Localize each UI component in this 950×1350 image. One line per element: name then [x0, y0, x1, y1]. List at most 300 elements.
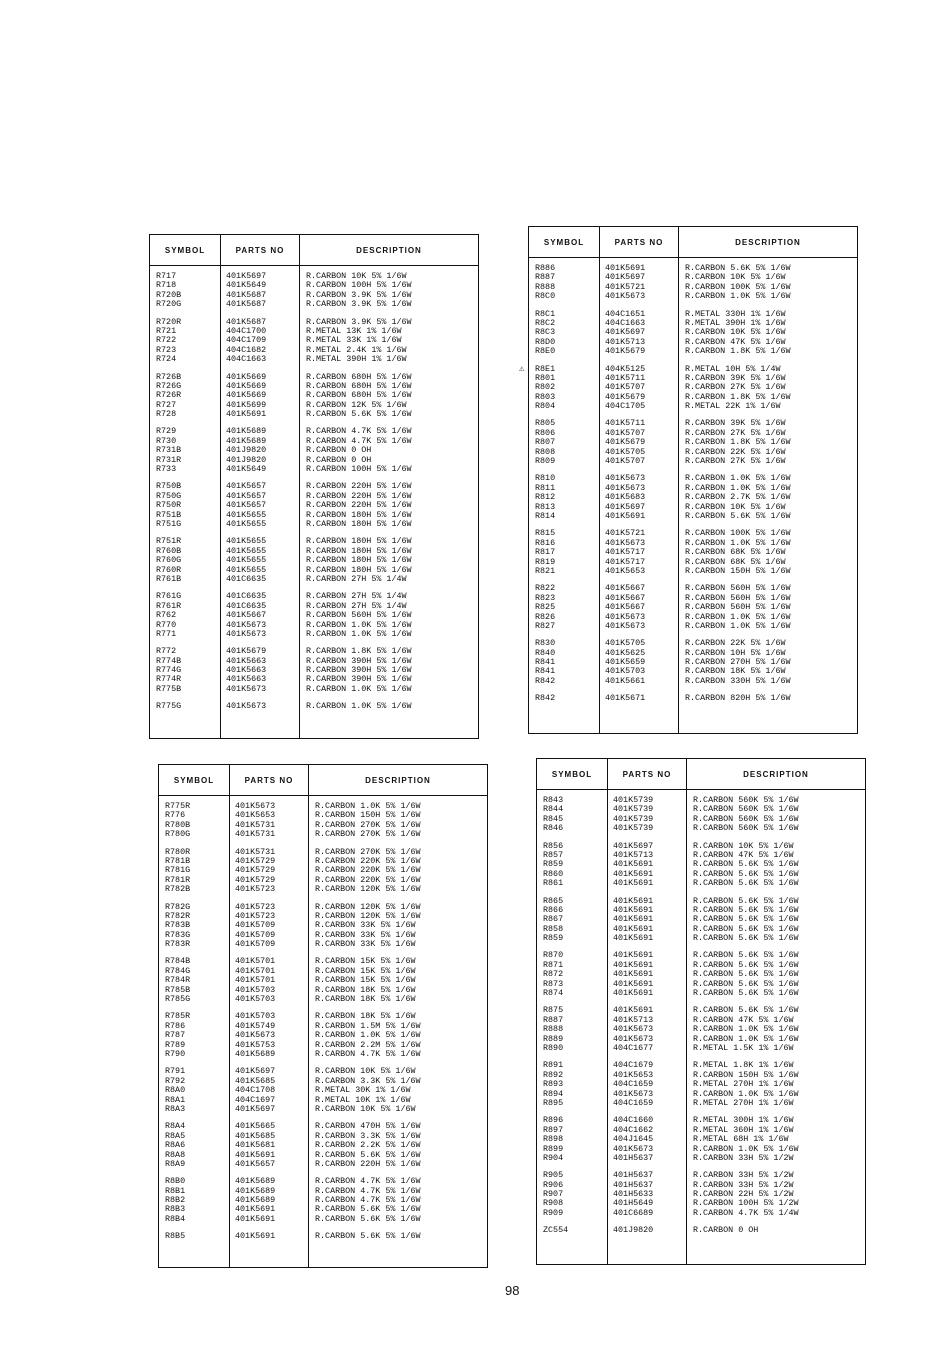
description-cell: R.CARBON 18K 5% 1/6W: [315, 984, 416, 995]
description-cell: R.METAL 390H 1% 1/6W: [306, 354, 407, 365]
description-cell: R.CARBON 180H 5% 1/6W: [306, 536, 412, 547]
parts-no-cell: 401C6635: [226, 591, 267, 602]
description-cell: R.CARBON 220H 5% 1/6W: [306, 481, 412, 492]
table-row: [150, 465, 478, 474]
parts-no-cell: 401K5691: [613, 988, 654, 999]
parts-no-cell: 401K5691: [613, 933, 654, 944]
row-group: [537, 796, 865, 834]
description-cell: R.CARBON 150H 5% 1/6W: [693, 1069, 799, 1080]
symbol-cell: R761R: [156, 600, 182, 611]
description-cell: R.CARBON 100H 5% 1/2W: [693, 1198, 799, 1209]
symbol-cell: R783G: [165, 929, 191, 940]
description-cell: R.CARBON 68K 5% 1/6W: [685, 547, 786, 558]
description-cell: R.CARBON 0 OH: [693, 1225, 759, 1236]
description-cell: R.CARBON 220K 5% 1/6W: [315, 865, 421, 876]
parts-no-cell: 404C1651: [605, 308, 646, 319]
symbol-cell: R8B2: [165, 1195, 186, 1206]
table-row: [529, 567, 857, 576]
description-cell: R.CARBON 100H 5% 1/6W: [306, 464, 412, 475]
symbol-cell: R718: [156, 280, 177, 291]
symbol-cell: R871: [543, 959, 564, 970]
symbol-cell: R717: [156, 271, 177, 281]
table-row: [150, 685, 478, 694]
description-cell: R.CARBON 1.0K 5% 1/6W: [685, 482, 791, 493]
symbol-cell: R751B: [156, 509, 182, 520]
row-group: [537, 951, 865, 998]
symbol-cell: R887: [535, 272, 556, 283]
parts-no-cell: 401J9820: [226, 454, 267, 465]
parts-no-cell: 401K5709: [235, 939, 276, 950]
symbol-cell: R762: [156, 610, 177, 621]
parts-no-cell: 401C6635: [226, 600, 267, 611]
description-cell: R.CARBON 1.0K 5% 1/6W: [306, 628, 412, 639]
parts-no-cell: 401K5689: [235, 1185, 276, 1196]
description-cell: R.CARBON 560K 5% 1/6W: [693, 795, 799, 805]
parts-no-cell: 401K5691: [613, 923, 654, 934]
description-cell: R.CARBON 5.6K 5% 1/6W: [685, 510, 791, 521]
symbol-cell: R750R: [156, 500, 182, 511]
description-cell: R.CARBON 270K 5% 1/6W: [315, 846, 421, 857]
parts-no-cell: 401K5699: [226, 399, 267, 410]
parts-no-cell: 401K5697: [613, 840, 654, 851]
symbol-cell: R8A6: [165, 1140, 186, 1151]
parts-no-cell: 401K5673: [226, 701, 267, 712]
symbol-cell: R722: [156, 335, 177, 346]
symbol-cell: R905: [543, 1170, 564, 1181]
symbol-cell: R821: [535, 565, 556, 576]
symbol-cell: R843: [543, 795, 564, 805]
description-cell: R.CARBON 5.6K 5% 1/6W: [693, 933, 799, 944]
parts-no-cell: 401K5665: [235, 1121, 276, 1132]
symbol-cell: R8C1: [535, 308, 556, 319]
parts-no-cell: 401K5673: [605, 620, 646, 631]
parts-no-cell: 401K5691: [613, 1005, 654, 1016]
parts-no-cell: 401K5653: [235, 810, 276, 821]
description-cell: R.CARBON 33H 5% 1/2W: [693, 1179, 794, 1190]
description-cell: R.CARBON 0 OH: [306, 445, 372, 456]
header-description: DESCRIPTION: [743, 769, 809, 779]
symbol-cell: R780G: [165, 829, 191, 840]
symbol-cell: R841: [535, 657, 556, 668]
description-cell: R.CARBON 1.0K 5% 1/6W: [306, 701, 412, 712]
description-cell: R.CARBON 2.2K 5% 1/6W: [315, 1140, 421, 1151]
parts-no-cell: 401K5689: [235, 1195, 276, 1206]
symbol-cell: R842: [535, 693, 556, 704]
symbol-cell: R819: [535, 556, 556, 567]
symbol-cell: R8A3: [165, 1103, 186, 1114]
parts-no-cell: 404C1682: [226, 344, 267, 355]
description-cell: R.CARBON 1.8K 5% 1/6W: [306, 646, 412, 657]
description-cell: R.CARBON 5.6K 5% 1/6W: [315, 1149, 421, 1160]
description-cell: R.CARBON 5.6K 5% 1/6W: [693, 1005, 799, 1016]
symbol-cell: R720R: [156, 316, 182, 327]
symbol-cell: R780R: [165, 846, 191, 857]
parts-no-cell: 401K5729: [235, 855, 276, 866]
page-number: 98: [505, 1283, 520, 1298]
parts-no-cell: 401K5657: [226, 490, 267, 501]
description-cell: R.CARBON 680H 5% 1/6W: [306, 380, 412, 391]
description-cell: R.CARBON 220H 5% 1/6W: [306, 500, 412, 511]
description-cell: R.CARBON 1.0K 5% 1/6W: [306, 683, 412, 694]
description-cell: R.CARBON 33H 5% 1/2W: [693, 1152, 794, 1163]
table-row: [537, 824, 865, 833]
symbol-cell: R723: [156, 344, 177, 355]
parts-no-cell: 401K5653: [605, 565, 646, 576]
parts-no-cell: 404C1660: [613, 1115, 654, 1126]
parts-no-cell: 401C6689: [613, 1207, 654, 1218]
description-cell: R.CARBON 5.6K 5% 1/6W: [693, 878, 799, 889]
symbol-cell: R781R: [165, 874, 191, 885]
table-row: [150, 575, 478, 584]
parts-no-cell: 401K5679: [605, 437, 646, 448]
parts-table-1: [149, 234, 479, 739]
table-row: [537, 879, 865, 888]
description-cell: R.CARBON 3.3K 5% 1/6W: [315, 1130, 421, 1141]
table-row: [537, 1226, 865, 1235]
header-symbol: SYMBOL: [537, 759, 608, 789]
parts-no-cell: 401K5729: [235, 874, 276, 885]
symbol-cell: R8B4: [165, 1213, 186, 1224]
description-cell: R.CARBON 22K 5% 1/6W: [685, 638, 786, 649]
description-cell: R.METAL 270H 1% 1/6W: [693, 1097, 794, 1108]
table-row: [159, 940, 487, 949]
description-cell: R.CARBON 1.0K 5% 1/6W: [685, 291, 791, 302]
table-row: [150, 520, 478, 529]
parts-no-cell: 401K5701: [235, 956, 276, 967]
symbol-cell: R786: [165, 1020, 186, 1031]
description-cell: R.METAL 13K 1% 1/6W: [306, 325, 402, 336]
row-group: [529, 639, 857, 686]
parts-no-cell: 401K5731: [235, 829, 276, 840]
description-cell: R.CARBON 1.5M 5% 1/6W: [315, 1020, 421, 1031]
description-cell: R.CARBON 5.6K 5% 1/6W: [685, 263, 791, 273]
description-cell: R.CARBON 4.7K 5% 1/6W: [315, 1195, 421, 1206]
symbol-cell: R8C0: [535, 291, 556, 302]
parts-no-cell: 401K5679: [605, 391, 646, 402]
parts-no-cell: 401K5673: [605, 473, 646, 484]
parts-no-cell: 401K5691: [235, 1204, 276, 1215]
parts-no-cell: 401K5667: [605, 602, 646, 613]
parts-no-cell: 401K5655: [226, 518, 267, 529]
description-cell: R.CARBON 1.0K 5% 1/6W: [685, 473, 791, 484]
description-cell: R.CARBON 330H 5% 1/6W: [685, 675, 791, 686]
symbol-cell: R760B: [156, 545, 182, 556]
parts-no-cell: 404C1677: [613, 1042, 654, 1053]
symbol-cell: R760R: [156, 564, 182, 575]
description-cell: R.CARBON 180H 5% 1/6W: [306, 509, 412, 520]
parts-no-cell: 401K5689: [226, 426, 267, 437]
description-cell: R.CARBON 10K 5% 1/6W: [306, 271, 407, 281]
description-cell: R.CARBON 27K 5% 1/6W: [685, 427, 786, 438]
parts-no-cell: 401K5721: [605, 281, 646, 292]
symbol-cell: R895: [543, 1097, 564, 1108]
description-cell: R.CARBON 1.0K 5% 1/6W: [685, 537, 791, 548]
symbol-cell: R809: [535, 456, 556, 467]
symbol-cell: R909: [543, 1207, 564, 1218]
symbol-cell: R726R: [156, 390, 182, 401]
table-row: [529, 622, 857, 631]
parts-no-cell: 401K5673: [226, 628, 267, 639]
symbol-cell: R875: [543, 1005, 564, 1016]
description-cell: R.CARBON 220K 5% 1/6W: [315, 855, 421, 866]
parts-no-cell: 401K5667: [605, 583, 646, 594]
description-cell: R.CARBON 680H 5% 1/6W: [306, 371, 412, 382]
description-cell: R.CARBON 5.6K 5% 1/6W: [306, 409, 412, 420]
description-cell: R.CARBON 3.3K 5% 1/6W: [315, 1075, 421, 1086]
symbol-cell: R859: [543, 933, 564, 944]
description-cell: R.CARBON 560H 5% 1/6W: [306, 610, 412, 621]
symbol-cell: R856: [543, 840, 564, 851]
table-row: [159, 885, 487, 894]
symbol-cell: R792: [165, 1075, 186, 1086]
symbol-cell: R726G: [156, 380, 182, 391]
parts-no-cell: 401K5673: [605, 611, 646, 622]
symbol-cell: R811: [535, 482, 556, 493]
parts-no-cell: 401K5717: [605, 547, 646, 558]
row-group: [529, 419, 857, 466]
description-cell: R.CARBON 5.6K 5% 1/6W: [693, 959, 799, 970]
description-cell: R.CARBON 560H 5% 1/6W: [685, 602, 791, 613]
description-cell: R.CARBON 10K 5% 1/6W: [315, 1103, 416, 1114]
symbol-cell: R845: [543, 813, 564, 824]
description-cell: R.CARBON 15K 5% 1/6W: [315, 965, 416, 976]
row-group: [537, 1226, 865, 1235]
symbol-cell: R8A1: [165, 1094, 186, 1105]
description-cell: R.CARBON 47K 5% 1/6W: [693, 1014, 794, 1025]
symbol-cell: R906: [543, 1179, 564, 1190]
symbol-cell: R8B1: [165, 1185, 186, 1196]
table-row: [159, 995, 487, 1004]
symbol-cell: R780B: [165, 819, 191, 830]
parts-no-cell: 401K5713: [605, 336, 646, 347]
table-row: [150, 355, 478, 364]
symbol-cell: R8A8: [165, 1149, 186, 1160]
parts-no-cell: 404C1659: [613, 1097, 654, 1108]
parts-no-cell: 401K5669: [226, 380, 267, 391]
parts-no-cell: 401K5717: [605, 556, 646, 567]
symbol-cell: R805: [535, 418, 556, 429]
description-cell: R.CARBON 5.6K 5% 1/6W: [315, 1213, 421, 1224]
parts-no-cell: 401K5679: [605, 346, 646, 357]
row-group: [159, 1232, 487, 1241]
header-symbol: SYMBOL: [159, 765, 230, 795]
parts-no-cell: 401K5683: [605, 492, 646, 503]
symbol-cell: R782B: [165, 884, 191, 895]
parts-no-cell: 401K5723: [235, 884, 276, 895]
symbol-cell: ZC554: [543, 1225, 569, 1236]
row-group: [150, 537, 478, 584]
description-cell: R.CARBON 1.0K 5% 1/6W: [693, 1033, 799, 1044]
description-cell: R.CARBON 22K 5% 1/6W: [685, 446, 786, 457]
parts-no-cell: 401K5673: [613, 1033, 654, 1044]
parts-no-cell: 401K5749: [235, 1020, 276, 1031]
symbol-cell: R866: [543, 904, 564, 915]
symbol-cell: R783R: [165, 939, 191, 950]
description-cell: R.CARBON 1.0K 5% 1/6W: [685, 620, 791, 631]
parts-no-cell: 401H5633: [613, 1189, 654, 1200]
table-row: [159, 1232, 487, 1241]
symbol-cell: R8B0: [165, 1176, 186, 1187]
parts-no-cell: 404C1662: [613, 1124, 654, 1135]
description-cell: R.CARBON 4.7K 5% 1/6W: [315, 1048, 421, 1059]
description-cell: R.CARBON 5.6K 5% 1/6W: [693, 923, 799, 934]
description-cell: R.CARBON 15K 5% 1/6W: [315, 956, 416, 967]
description-cell: R.CARBON 220K 5% 1/6W: [315, 874, 421, 885]
symbol-cell: R774B: [156, 655, 182, 666]
symbol-cell: R8B3: [165, 1204, 186, 1215]
description-cell: R.CARBON 390H 5% 1/6W: [306, 674, 412, 685]
header-parts-no: PARTS NO: [221, 235, 300, 265]
parts-table-2: [519, 226, 858, 734]
description-cell: R.CARBON 680H 5% 1/6W: [306, 390, 412, 401]
parts-no-cell: 404C1663: [605, 317, 646, 328]
description-cell: R.CARBON 4.7K 5% 1/6W: [315, 1185, 421, 1196]
row-group: [159, 903, 487, 950]
symbol-cell: R872: [543, 969, 564, 980]
symbol-cell: R8B5: [165, 1231, 186, 1242]
parts-no-cell: 401K5703: [235, 984, 276, 995]
table-row: [537, 1044, 865, 1053]
symbol-cell: R816: [535, 537, 556, 548]
symbol-cell: R887: [543, 1014, 564, 1025]
parts-no-cell: 401K5673: [613, 1024, 654, 1035]
parts-no-cell: 401K5713: [613, 1014, 654, 1025]
description-cell: R.CARBON 10K 5% 1/6W: [685, 272, 786, 283]
parts-no-cell: 401K5691: [226, 409, 267, 420]
parts-no-cell: 401K5691: [605, 263, 646, 273]
parts-no-cell: 404K5125: [605, 363, 646, 374]
symbol-cell: R846: [543, 823, 564, 834]
symbol-cell: R724: [156, 354, 177, 365]
description-cell: R.CARBON 4.7K 5% 1/6W: [306, 435, 412, 446]
symbol-cell: R804: [535, 401, 556, 412]
parts-no-cell: 401K5687: [226, 299, 267, 310]
parts-no-cell: 401K5731: [235, 819, 276, 830]
parts-no-cell: 404C1708: [235, 1085, 276, 1096]
row-group: [529, 529, 857, 576]
symbol-cell: R785R: [165, 1011, 191, 1022]
description-cell: R.METAL 10K 1% 1/6W: [315, 1094, 411, 1105]
parts-table-4: [536, 758, 866, 1265]
symbol-cell: R8C2: [535, 317, 556, 328]
symbol-cell: R785B: [165, 984, 191, 995]
row-group: [529, 584, 857, 631]
row-group: [159, 1122, 487, 1169]
symbol-cell: R730: [156, 435, 177, 446]
table-row: [537, 1099, 865, 1108]
parts-no-cell: 401K5679: [226, 646, 267, 657]
description-cell: R.CARBON 2.2M 5% 1/6W: [315, 1039, 421, 1050]
parts-no-cell: 401K5697: [605, 272, 646, 283]
parts-no-cell: 401K5689: [235, 1176, 276, 1187]
row-group: [537, 842, 865, 889]
row-group: [159, 848, 487, 895]
row-group: [537, 1171, 865, 1218]
description-cell: R.CARBON 18K 5% 1/6W: [315, 994, 416, 1005]
table-row: [537, 989, 865, 998]
table-row: [529, 677, 857, 686]
parts-no-cell: 401K5655: [226, 509, 267, 520]
symbol-cell: R813: [535, 501, 556, 512]
symbol-cell: R865: [543, 895, 564, 906]
symbol-cell: R823: [535, 592, 556, 603]
symbol-cell: R751G: [156, 518, 182, 529]
description-cell: R.CARBON 12K 5% 1/6W: [306, 399, 407, 410]
parts-no-cell: 401K5663: [226, 674, 267, 685]
parts-no-cell: 401K5697: [235, 1103, 276, 1114]
parts-no-cell: 401K5673: [226, 619, 267, 630]
parts-no-cell: 401K5653: [613, 1069, 654, 1080]
table-row: [537, 1209, 865, 1218]
symbol-cell: R825: [535, 602, 556, 613]
description-cell: R.CARBON 560K 5% 1/6W: [693, 823, 799, 834]
symbol-cell: R8A5: [165, 1130, 186, 1141]
description-cell: R.CARBON 27H 5% 1/4W: [306, 600, 407, 611]
parts-no-cell: 404C1709: [226, 335, 267, 346]
row-group: [150, 482, 478, 529]
symbol-cell: R897: [543, 1124, 564, 1135]
symbol-cell: R733: [156, 464, 177, 475]
symbol-cell: R790: [165, 1048, 186, 1059]
symbol-cell: R782G: [165, 901, 191, 912]
parts-no-cell: 401K5671: [605, 693, 646, 704]
parts-no-cell: 404C1697: [235, 1094, 276, 1105]
parts-no-cell: 401H5637: [613, 1152, 654, 1163]
description-cell: R.CARBON 100K 5% 1/6W: [685, 281, 791, 292]
symbol-cell: R774R: [156, 674, 182, 685]
description-cell: R.METAL 1.8K 1% 1/6W: [693, 1060, 794, 1071]
parts-no-cell: 401K5701: [235, 965, 276, 976]
table-row: [150, 410, 478, 419]
description-cell: R.CARBON 270K 5% 1/6W: [315, 819, 421, 830]
parts-no-cell: 401K5673: [605, 537, 646, 548]
table-row: [529, 347, 857, 356]
symbol-cell: R861: [543, 878, 564, 889]
parts-no-cell: 401K5705: [605, 638, 646, 649]
table-row: [529, 512, 857, 521]
parts-no-cell: 401K5713: [613, 849, 654, 860]
parts-no-cell: 401K5697: [235, 1066, 276, 1077]
description-cell: R.METAL 390H 1% 1/6W: [685, 317, 786, 328]
symbol-cell: R8C3: [535, 327, 556, 338]
symbol-cell: R802: [535, 382, 556, 393]
parts-no-cell: 401K5691: [613, 859, 654, 870]
symbol-cell: R840: [535, 647, 556, 658]
description-cell: R.METAL 22K 1% 1/6W: [685, 401, 781, 412]
symbol-cell: R873: [543, 978, 564, 989]
description-cell: R.CARBON 27H 5% 1/4W: [306, 573, 407, 584]
parts-no-cell: 401K5655: [226, 545, 267, 556]
description-cell: R.METAL 270H 1% 1/6W: [693, 1079, 794, 1090]
description-cell: R.CARBON 470H 5% 1/6W: [315, 1121, 421, 1132]
row-group: [159, 802, 487, 840]
description-cell: R.CARBON 33K 5% 1/6W: [315, 939, 416, 950]
description-cell: R.METAL 360H 1% 1/6W: [693, 1124, 794, 1135]
symbol-cell: R781B: [165, 855, 191, 866]
parts-no-cell: 401H5637: [613, 1170, 654, 1181]
header-symbol: SYMBOL: [150, 235, 221, 265]
description-cell: R.CARBON 10H 5% 1/6W: [685, 647, 786, 658]
parts-no-cell: 401K5689: [235, 1048, 276, 1059]
description-cell: R.CARBON 0 OH: [306, 454, 372, 465]
symbol-cell: R729: [156, 426, 177, 437]
parts-no-cell: 401K5711: [605, 418, 646, 429]
symbol-cell: R874: [543, 988, 564, 999]
symbol-cell: R770: [156, 619, 177, 630]
symbol-cell: R894: [543, 1088, 564, 1099]
description-cell: R.CARBON 27K 5% 1/6W: [685, 382, 786, 393]
parts-no-cell: 401K5673: [605, 291, 646, 302]
